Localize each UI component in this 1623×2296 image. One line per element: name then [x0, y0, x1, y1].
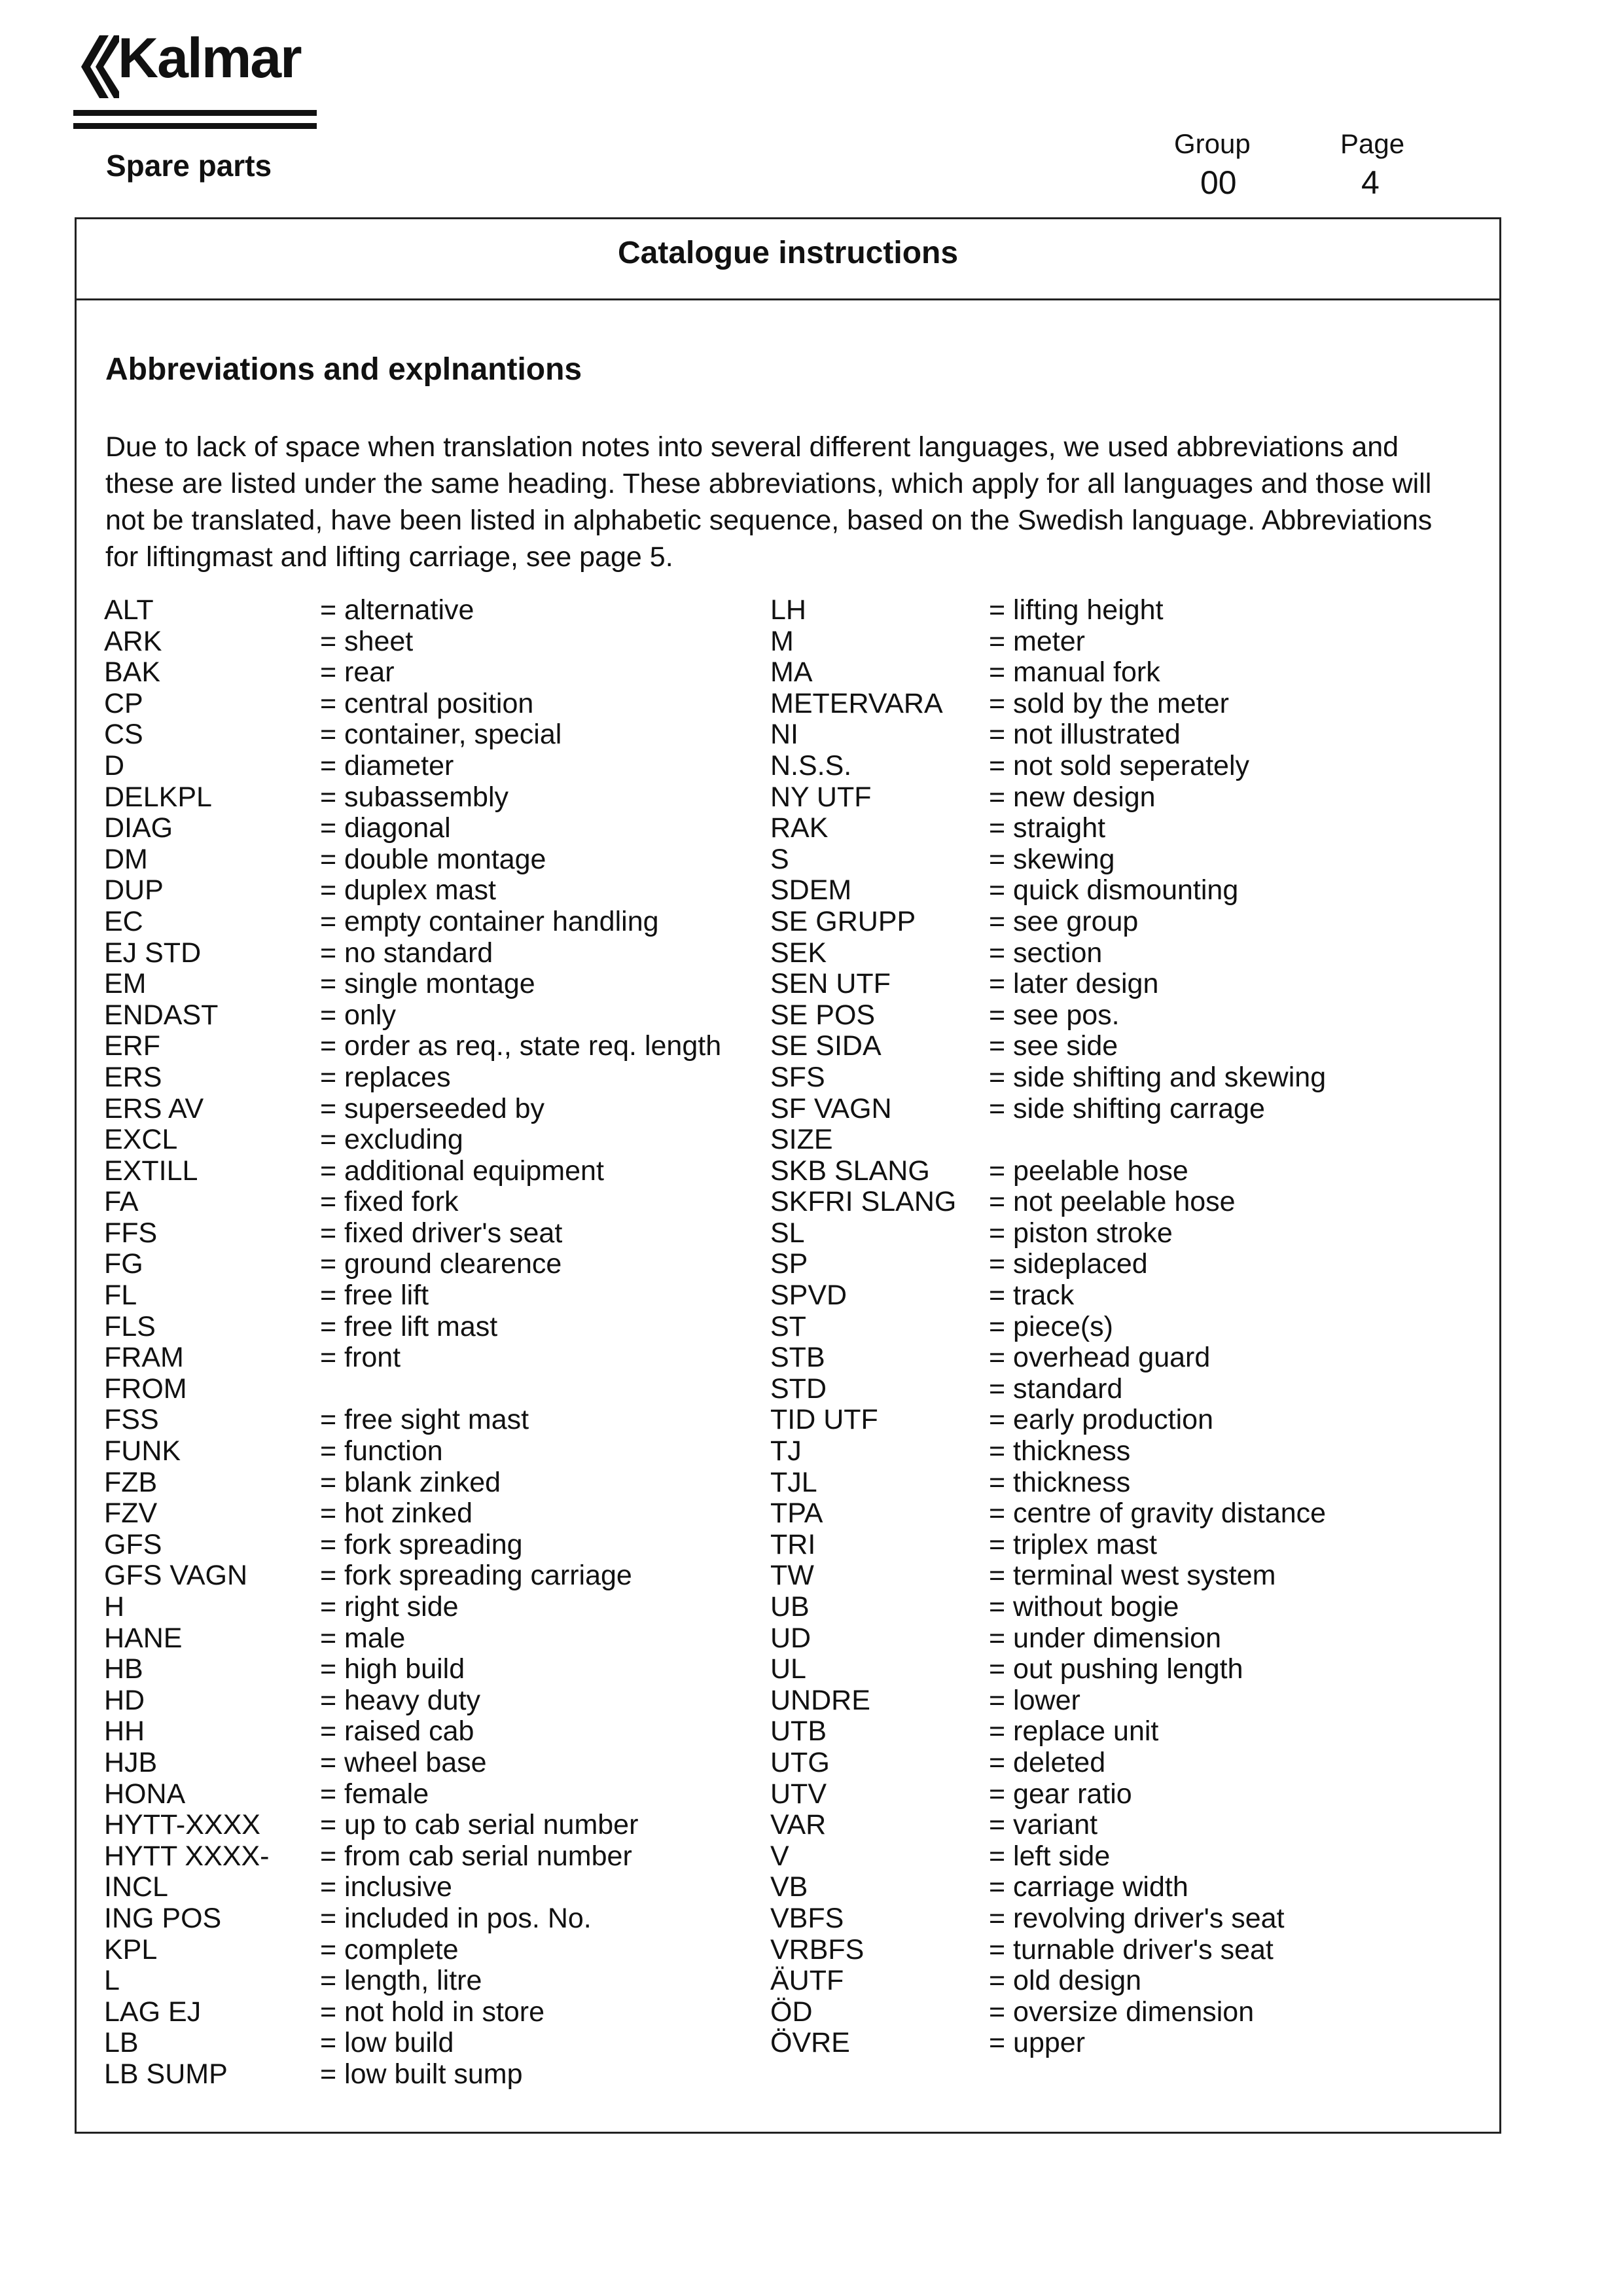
logo-rule-top — [73, 110, 317, 116]
abbreviation-definition: = old design — [989, 1965, 1142, 1997]
abbreviation-definition: = heavy duty — [320, 1684, 481, 1716]
abbreviation-definition: = fork spreading carriage — [320, 1560, 632, 1592]
abbreviation-code: BAK — [104, 656, 161, 689]
abbreviation-code: ÖVRE — [770, 2027, 850, 2059]
abbreviation-row — [770, 844, 1490, 876]
abbreviation-definition: = included in pos. No. — [320, 1902, 592, 1934]
abbreviation-code: LB SUMP — [104, 2058, 228, 2090]
abbreviation-row — [104, 751, 824, 782]
abbreviation-row — [104, 1592, 824, 1623]
abbreviation-definition: = not sold seperately — [989, 749, 1250, 781]
abbreviation-definition: = replaces — [320, 1061, 451, 1093]
abbreviation-row — [104, 1530, 824, 1561]
abbreviation-row — [104, 969, 824, 1000]
page-label: Page — [1340, 128, 1405, 159]
abbreviation-code: EXCL — [104, 1124, 178, 1156]
abbreviation-code: SP — [770, 1248, 808, 1280]
abbreviation-row — [104, 875, 824, 906]
abbreviation-definition: = triplex mast — [989, 1528, 1157, 1560]
abbreviation-row — [104, 1280, 824, 1312]
abbreviation-code: SE POS — [770, 999, 876, 1031]
abbreviation-row — [104, 1965, 824, 1997]
abbreviation-row — [770, 938, 1490, 969]
abbreviation-definition: = under dimension — [989, 1622, 1221, 1654]
abbreviation-code: HB — [104, 1653, 143, 1685]
abbreviation-code: UD — [770, 1622, 812, 1654]
abbreviation-code: CP — [104, 687, 143, 719]
abbreviation-code: SKFRI SLANG — [770, 1186, 957, 1218]
abbreviation-row — [770, 1592, 1490, 1623]
abbreviation-definition: = fixed driver's seat — [320, 1217, 563, 1249]
abbreviation-code: TW — [770, 1560, 814, 1592]
abbreviation-definition: = turnable driver's seat — [989, 1933, 1274, 1965]
abbreviation-code: ÖD — [770, 1996, 813, 2028]
abbreviation-definition: = standard — [989, 1372, 1123, 1405]
abbreviation-definition: = terminal west system — [989, 1560, 1276, 1592]
abbreviation-row — [770, 1903, 1490, 1935]
abbreviation-row — [770, 1623, 1490, 1655]
abbreviation-definition: = lifting height — [989, 594, 1164, 626]
abbreviation-row — [770, 1374, 1490, 1405]
abbreviation-row — [104, 1748, 824, 1779]
abbreviation-definition: = complete — [320, 1933, 459, 1965]
abbreviation-definition: = only — [320, 999, 396, 1031]
abbreviation-code: L — [104, 1965, 120, 1997]
abbreviation-definition: = raised cab — [320, 1715, 474, 1748]
abbreviation-row — [770, 875, 1490, 906]
abbreviation-definition: = not illustrated — [989, 719, 1181, 751]
abbreviation-definition: = upper — [989, 2027, 1086, 2059]
abbreviation-row — [770, 657, 1490, 689]
abbreviation-row — [770, 1748, 1490, 1779]
abbreviation-definition: = inclusive — [320, 1871, 452, 1903]
abbreviation-row — [770, 1218, 1490, 1249]
abbreviation-definition: = ground clearence — [320, 1248, 562, 1280]
abbreviation-row — [104, 689, 824, 720]
abbreviation-code: TJ — [770, 1435, 802, 1467]
abbreviation-row — [770, 1312, 1490, 1343]
abbreviation-row — [770, 1062, 1490, 1094]
abbreviation-code: N.S.S. — [770, 749, 852, 781]
abbreviation-row — [104, 1779, 824, 1810]
abbreviation-row — [770, 1187, 1490, 1218]
abbreviation-row — [104, 1560, 824, 1592]
abbreviation-definition: = subassembly — [320, 781, 509, 813]
abbreviation-row — [770, 2028, 1490, 2059]
abbreviation-code: GFS — [104, 1528, 162, 1560]
abbreviation-code: ERS — [104, 1061, 162, 1093]
section-heading: Abbreviations and explnantions — [105, 352, 582, 387]
abbreviation-code: SF VAGN — [770, 1092, 892, 1124]
abbreviation-code: SPVD — [770, 1280, 847, 1312]
abbreviation-definition: = front — [320, 1342, 401, 1374]
abbreviation-definition: = empty container handling — [320, 905, 659, 937]
abbreviation-definition: = peelable hose — [989, 1155, 1188, 1187]
abbreviation-row — [770, 1280, 1490, 1312]
abbreviation-row — [104, 813, 824, 844]
abbreviation-definition: = see side — [989, 1030, 1118, 1062]
abbreviation-row — [770, 1467, 1490, 1499]
abbreviation-row — [104, 1436, 824, 1467]
abbreviation-row — [104, 1218, 824, 1249]
abbreviation-row — [770, 689, 1490, 720]
abbreviation-code: S — [770, 843, 789, 875]
abbreviation-row — [770, 1124, 1490, 1156]
abbreviation-row — [104, 1903, 824, 1935]
abbreviation-row — [770, 1094, 1490, 1125]
abbreviation-code: ERF — [104, 1030, 160, 1062]
abbreviation-definition: = alternative — [320, 594, 474, 626]
abbreviation-row — [104, 1935, 824, 1966]
abbreviation-code: RAK — [770, 812, 829, 844]
abbreviation-code: ALT — [104, 594, 154, 626]
abbreviation-code: FLS — [104, 1310, 156, 1342]
abbreviation-definition: = additional equipment — [320, 1155, 604, 1187]
abbreviation-definition: = piece(s) — [989, 1310, 1113, 1342]
abbreviation-definition: = left side — [989, 1840, 1111, 1872]
abbreviation-definition: = rear — [320, 656, 395, 689]
abbreviation-row — [770, 1685, 1490, 1717]
abbreviation-row — [770, 1716, 1490, 1748]
abbreviation-code: TID UTF — [770, 1404, 878, 1436]
abbreviation-code: GFS VAGN — [104, 1560, 248, 1592]
abbreviation-definition: = quick dismounting — [989, 874, 1239, 906]
abbreviation-code: ÄUTF — [770, 1965, 844, 1997]
abbreviation-definition: = low built sump — [320, 2058, 523, 2090]
abbreviation-code: DELKPL — [104, 781, 212, 813]
abbreviation-row — [770, 1436, 1490, 1467]
logo-rule-bottom — [73, 123, 317, 129]
instructions-frame — [75, 217, 1501, 2134]
intro-paragraph: Due to lack of space when translation notes into several different languages, we used abbreviations and these are listed under the same heading. These abbreviations, which apply for all languages and those will not be translated, have been listed in alphabetic sequence, based on the Swedish language. Abbreviations for liftingmast and lifting carriage, see page 5. — [105, 431, 1433, 573]
abbreviation-row — [770, 1405, 1490, 1436]
abbreviation-code: FZV — [104, 1498, 158, 1530]
abbreviation-definition: = sold by the meter — [989, 687, 1229, 719]
title-bar — [77, 219, 1499, 300]
abbreviation-row — [104, 657, 824, 689]
abbreviation-code: STB — [770, 1342, 825, 1374]
abbreviation-row — [770, 1997, 1490, 2028]
abbreviation-code: LB — [104, 2027, 139, 2059]
abbreviation-row — [770, 1841, 1490, 1873]
abbreviation-row — [770, 1031, 1490, 1062]
abbreviation-definition: = free sight mast — [320, 1404, 529, 1436]
abbreviation-definition: = thickness — [989, 1435, 1131, 1467]
abbreviation-definition: = overhead guard — [989, 1342, 1211, 1374]
abbreviation-code: ST — [770, 1310, 806, 1342]
abbreviation-definition: = wheel base — [320, 1746, 487, 1778]
abbreviation-row — [770, 595, 1490, 626]
abbreviation-row — [104, 782, 824, 814]
group-label: Group — [1174, 128, 1251, 159]
abbreviation-row — [770, 1498, 1490, 1530]
abbreviation-row — [104, 1685, 824, 1717]
abbreviation-code: HH — [104, 1715, 145, 1748]
abbreviation-code: UNDRE — [770, 1684, 870, 1716]
abbreviation-row — [770, 782, 1490, 814]
kalmar-logo — [73, 26, 322, 137]
abbreviation-definition: = diagonal — [320, 812, 451, 844]
abbreviation-definition: = thickness — [989, 1466, 1131, 1498]
abbreviation-definition: = centre of gravity distance — [989, 1498, 1327, 1530]
abbreviation-row — [104, 1498, 824, 1530]
abbreviation-definition: = manual fork — [989, 656, 1160, 689]
abbreviation-definition: = excluding — [320, 1124, 463, 1156]
abbreviation-definition: = sheet — [320, 625, 414, 657]
abbreviation-definition: = skewing — [989, 843, 1115, 875]
abbreviation-row — [104, 1872, 824, 1903]
abbreviation-row — [770, 1342, 1490, 1374]
abbreviation-code: UL — [770, 1653, 806, 1685]
abbreviation-row — [770, 1935, 1490, 1966]
abbreviation-row — [104, 1654, 824, 1685]
abbreviation-code: HD — [104, 1684, 145, 1716]
abbreviation-definition: = blank zinked — [320, 1466, 501, 1498]
abbreviation-definition: = see pos. — [989, 999, 1120, 1031]
abbreviation-code: VRBFS — [770, 1933, 865, 1965]
abbreviation-definition: = later design — [989, 968, 1159, 1000]
abbreviation-code: METERVARA — [770, 687, 943, 719]
abbreviation-row — [770, 626, 1490, 658]
page-title: Catalogue instructions — [617, 236, 959, 270]
abbreviation-row — [104, 1809, 827, 1841]
abbreviation-definition: = single montage — [320, 968, 535, 1000]
abbreviation-row — [104, 1467, 824, 1499]
abbreviation-row — [770, 1000, 1490, 1031]
abbreviation-code: MA — [770, 656, 813, 689]
abbreviation-row — [770, 1965, 1490, 1997]
abbreviation-definition: = see group — [989, 905, 1139, 937]
abbreviation-row — [770, 1779, 1490, 1810]
abbreviation-code: M — [770, 625, 794, 657]
abbreviation-row — [104, 844, 824, 876]
abbreviation-definition: = replace unit — [989, 1715, 1159, 1748]
abbreviation-code: UTB — [770, 1715, 827, 1748]
abbreviation-code: DM — [104, 843, 148, 875]
abbreviation-code: KPL — [104, 1933, 158, 1965]
abbreviation-code: FROM — [104, 1372, 187, 1405]
abbreviation-code: SEN UTF — [770, 968, 891, 1000]
abbreviation-code: NI — [770, 719, 798, 751]
abbreviation-code: ARK — [104, 625, 162, 657]
abbreviation-definition: = fixed fork — [320, 1186, 459, 1218]
abbreviation-code: SKB SLANG — [770, 1155, 930, 1187]
abbreviation-code: DUP — [104, 874, 164, 906]
abbreviation-code: SFS — [770, 1061, 825, 1093]
abbreviation-definition: = gear ratio — [989, 1778, 1132, 1810]
abbreviation-definition: = right side — [320, 1591, 459, 1623]
group-value: 00 — [1200, 164, 1237, 201]
abbreviation-definition: = meter — [989, 625, 1085, 657]
abbreviation-code: FUNK — [104, 1435, 181, 1467]
abbreviation-row — [104, 1374, 824, 1405]
abbreviation-row — [104, 595, 824, 626]
abbreviation-code: FSS — [104, 1404, 159, 1436]
abbreviation-row — [104, 1156, 824, 1187]
abbreviation-row — [104, 938, 824, 969]
abbreviation-code: D — [104, 749, 125, 781]
abbreviation-row — [104, 2028, 824, 2059]
abbreviation-definition: = side shifting and skewing — [989, 1061, 1327, 1093]
abbreviation-definition: = function — [320, 1435, 443, 1467]
abbreviation-row — [104, 1031, 824, 1062]
abbreviation-code: STD — [770, 1372, 827, 1405]
abbreviation-row — [104, 1716, 824, 1748]
abbreviation-code: ENDAST — [104, 999, 219, 1031]
abbreviation-code: FZB — [104, 1466, 158, 1498]
abbreviation-code: V — [770, 1840, 789, 1872]
abbreviation-definition: = order as req., state req. length — [320, 1030, 722, 1062]
abbreviation-code: HYTT XXXX- — [104, 1840, 270, 1872]
abbreviation-code: UTG — [770, 1746, 830, 1778]
abbreviation-row — [104, 2059, 824, 2090]
abbreviation-code: FFS — [104, 1217, 158, 1249]
abbreviation-definition: = duplex mast — [320, 874, 496, 906]
abbreviation-row — [104, 1187, 824, 1218]
abbreviation-row — [104, 1312, 824, 1343]
abbreviation-code: EM — [104, 968, 147, 1000]
abbreviation-code: EC — [104, 905, 143, 937]
abbreviation-definition: = section — [989, 937, 1103, 969]
abbreviation-code: SDEM — [770, 874, 852, 906]
abbreviation-row — [104, 626, 824, 658]
abbreviation-row — [770, 1249, 1490, 1280]
abbreviation-code: INCL — [104, 1871, 168, 1903]
abbreviation-code: H — [104, 1591, 125, 1623]
abbreviation-row — [104, 1062, 824, 1094]
abbreviation-code: FG — [104, 1248, 143, 1280]
abbreviation-code: ERS AV — [104, 1092, 204, 1124]
abbreviation-row — [770, 1654, 1490, 1685]
abbreviation-row — [104, 1342, 824, 1374]
abbreviation-code: VAR — [770, 1809, 827, 1841]
abbreviation-definition: = diameter — [320, 749, 454, 781]
abbreviation-definition: = low build — [320, 2027, 454, 2059]
abbreviation-definition: = out pushing length — [989, 1653, 1243, 1685]
abbreviation-list-right — [770, 595, 1490, 2059]
abbreviation-code: FL — [104, 1280, 137, 1312]
abbreviation-definition: = fork spreading — [320, 1528, 523, 1560]
abbreviation-row — [770, 719, 1490, 751]
kalmar-chevron-icon — [73, 33, 119, 105]
abbreviation-definition: = early production — [989, 1404, 1214, 1436]
abbreviation-code: UB — [770, 1591, 810, 1623]
abbreviation-definition: = piston stroke — [989, 1217, 1173, 1249]
abbreviation-code: TRI — [770, 1528, 816, 1560]
abbreviation-definition: = hot zinked — [320, 1498, 473, 1530]
abbreviation-definition: = no standard — [320, 937, 493, 969]
abbreviation-definition: = not peelable hose — [989, 1186, 1236, 1218]
abbreviation-code: SE SIDA — [770, 1030, 882, 1062]
abbreviation-row — [104, 1000, 824, 1031]
abbreviation-code: HONA — [104, 1778, 186, 1810]
abbreviation-code: ING POS — [104, 1902, 222, 1934]
abbreviation-code: NY UTF — [770, 781, 872, 813]
abbreviation-definition: = length, litre — [320, 1965, 482, 1997]
abbreviation-code: VBFS — [770, 1902, 844, 1934]
abbreviation-code: LAG EJ — [104, 1996, 202, 2028]
abbreviation-row — [770, 906, 1490, 938]
abbreviation-definition: = carriage width — [989, 1871, 1188, 1903]
abbreviation-code: UTV — [770, 1778, 827, 1810]
abbreviation-row — [104, 1841, 824, 1873]
abbreviation-definition: = free lift mast — [320, 1310, 498, 1342]
abbreviation-definition: = revolving driver's seat — [989, 1902, 1285, 1934]
abbreviation-code: EJ STD — [104, 937, 202, 969]
abbreviation-code: VB — [770, 1871, 808, 1903]
abbreviation-row — [104, 1405, 824, 1436]
abbreviation-code: CS — [104, 719, 143, 751]
section-label: Spare parts — [106, 149, 272, 183]
abbreviation-row — [104, 1623, 824, 1655]
abbreviation-code: EXTILL — [104, 1155, 198, 1187]
abbreviation-row — [770, 1810, 1490, 1841]
abbreviation-definition: = female — [320, 1778, 429, 1810]
brand-name: Kalmar — [118, 27, 301, 90]
abbreviation-code: HJB — [104, 1746, 158, 1778]
abbreviation-definition: = side shifting carrage — [989, 1092, 1265, 1124]
abbreviation-row — [770, 1530, 1490, 1561]
abbreviation-code: TJL — [770, 1466, 817, 1498]
abbreviation-row — [104, 1124, 824, 1156]
abbreviation-definition: = male — [320, 1622, 406, 1654]
abbreviation-definition: = superseeded by — [320, 1092, 545, 1124]
abbreviation-row — [104, 719, 824, 751]
abbreviation-definition: = container, special — [320, 719, 562, 751]
abbreviation-code: LH — [770, 594, 806, 626]
abbreviation-row — [104, 1094, 824, 1125]
abbreviation-definition: = deleted — [989, 1746, 1106, 1778]
abbreviation-code: HYTT-XXXX — [104, 1809, 260, 1841]
abbreviation-code: SIZE — [770, 1124, 833, 1156]
abbreviation-definition: = track — [989, 1280, 1075, 1312]
abbreviation-row — [770, 969, 1490, 1000]
abbreviation-code: SE GRUPP — [770, 905, 916, 937]
abbreviation-definition: = free lift — [320, 1280, 429, 1312]
abbreviation-row — [770, 1560, 1490, 1592]
abbreviation-code: DIAG — [104, 812, 173, 844]
abbreviation-row — [104, 1997, 824, 2028]
abbreviation-definition: = variant — [989, 1809, 1098, 1841]
page-value: 4 — [1361, 164, 1380, 201]
abbreviation-definition: = oversize dimension — [989, 1996, 1255, 2028]
abbreviation-row — [104, 906, 824, 938]
abbreviation-code: SL — [770, 1217, 805, 1249]
abbreviation-definition: = new design — [989, 781, 1156, 813]
abbreviation-code: TPA — [770, 1498, 823, 1530]
abbreviation-definition: = straight — [989, 812, 1106, 844]
abbreviation-code: FA — [104, 1186, 139, 1218]
abbreviation-row — [770, 1872, 1490, 1903]
abbreviation-definition: = high build — [320, 1653, 465, 1685]
abbreviation-code: FRAM — [104, 1342, 184, 1374]
abbreviation-definition: = double montage — [320, 843, 546, 875]
abbreviation-row — [770, 1156, 1490, 1187]
abbreviation-definition: = central position — [320, 687, 534, 719]
abbreviation-row — [104, 1249, 824, 1280]
abbreviation-row — [770, 751, 1490, 782]
abbreviation-definition: = sideplaced — [989, 1248, 1148, 1280]
abbreviation-definition: = lower — [989, 1684, 1080, 1716]
abbreviation-code: SEK — [770, 937, 827, 969]
abbreviation-definition: = not hold in store — [320, 1996, 545, 2028]
abbreviation-row — [770, 813, 1490, 844]
abbreviation-definition: = without bogie — [989, 1591, 1179, 1623]
abbreviation-code: HANE — [104, 1622, 183, 1654]
abbreviation-definition: = from cab serial number — [320, 1840, 632, 1872]
abbreviation-definition: = up to cab serial number — [320, 1809, 639, 1841]
